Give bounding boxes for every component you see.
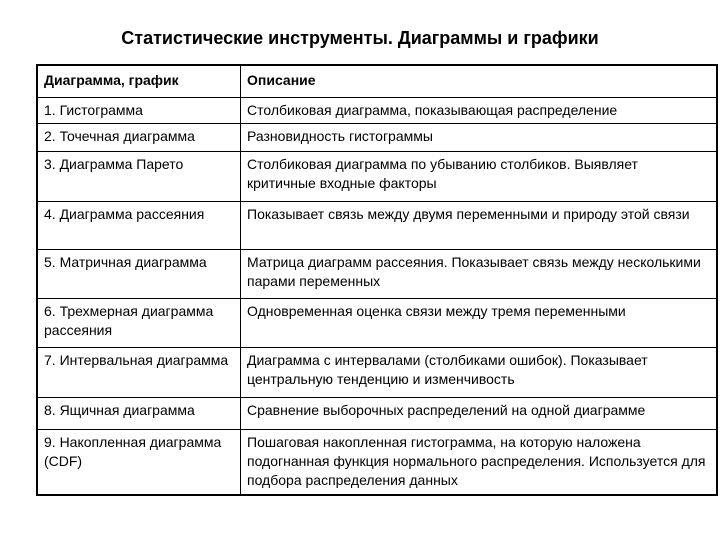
diagram-name: 9. Накопленная диаграмма (CDF) — [37, 430, 241, 495]
page-title: Статистические инструменты. Диаграммы и графики — [121, 28, 599, 48]
diagram-description: Диаграмма с интервалами (столбиками ошибок). Показывает центральную тенденцию и изменчивость — [241, 348, 718, 398]
diagram-name: 2. Точечная диаграмма — [37, 124, 241, 152]
diagram-name: 1. Гистограмма — [37, 98, 241, 124]
diagram-name: 6. Трехмерная диаграмма рассеяния — [37, 299, 241, 348]
table-row — [37, 299, 717, 348]
diagrams-table — [36, 64, 718, 496]
diagram-name: 7. Интервальная диаграмма — [37, 348, 241, 398]
table-row — [37, 430, 717, 495]
diagram-description: Сравнение выборочных распределений на одной диаграмме — [241, 398, 718, 430]
table-row — [37, 98, 717, 124]
header-description: Описание — [241, 65, 718, 98]
diagram-description: Показывает связь между двумя переменными и природу этой связи — [241, 202, 718, 250]
header-diagram: Диаграмма, график — [37, 65, 241, 98]
diagram-description: Разновидность гистограммы — [241, 124, 718, 152]
diagram-description: Матрица диаграмм рассеяния. Показывает связь между несколькими парами переменных — [241, 250, 718, 299]
table-row — [37, 152, 717, 202]
diagram-description: Одновременная оценка связи между тремя переменными — [241, 299, 718, 348]
diagram-name: 8. Ящичная диаграмма — [37, 398, 241, 430]
diagram-description: Пошаговая накопленная гистограмма, на которую наложена подогнанная функция нормального распределения. Используется для подбора распределения данных — [241, 430, 718, 495]
table-row — [37, 250, 717, 299]
diagram-name: 3. Диаграмма Парето — [37, 152, 241, 202]
table-row — [37, 202, 717, 250]
table-row — [37, 348, 717, 398]
table-row — [37, 398, 717, 430]
table-row — [37, 124, 717, 152]
table-header-row — [37, 65, 717, 98]
diagram-description: Столбиковая диаграмма, показывающая распределение — [241, 98, 718, 124]
diagram-name: 4. Диаграмма рассеяния — [37, 202, 241, 250]
diagram-description: Столбиковая диаграмма по убыванию столбиков. Выявляет критичные входные факторы — [241, 152, 718, 202]
diagram-name: 5. Матричная диаграмма — [37, 250, 241, 299]
